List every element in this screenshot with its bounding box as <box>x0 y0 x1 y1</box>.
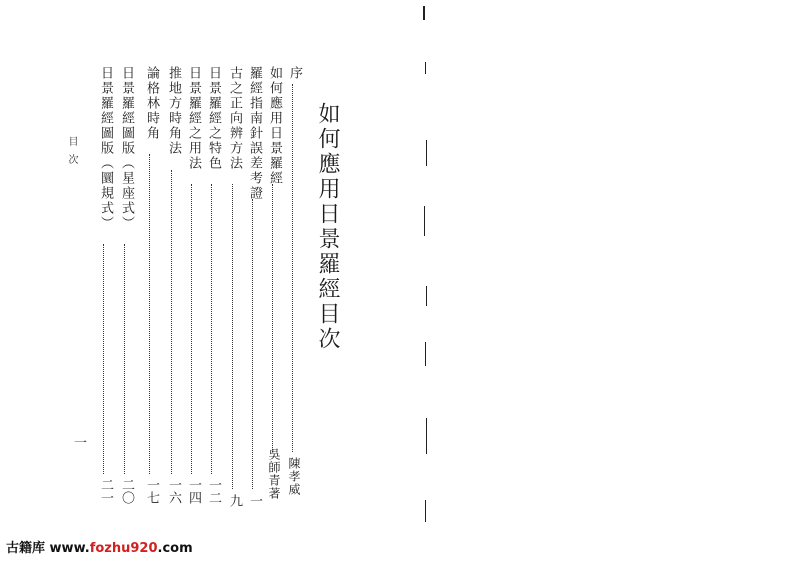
toc-entry-title: 羅經指南針誤差考證 <box>247 66 262 201</box>
toc-leader-dots <box>124 244 125 474</box>
toc-entry-page: 二一 <box>98 478 113 504</box>
toc-entry-title: 日景羅經圖版（圜規式） <box>98 66 113 231</box>
toc-entry-page: 一 <box>247 494 262 507</box>
toc-leader-dots <box>272 184 273 452</box>
toc-title: 如何應用日景羅經目次 <box>315 102 340 352</box>
toc-entry-author: 陳孝威 <box>287 457 301 496</box>
toc-entry-title: 論格林時角 <box>144 66 159 141</box>
toc-entry-author: 吳師青著 <box>267 448 281 500</box>
toc-leader-dots <box>149 154 150 474</box>
toc-leader-dots <box>191 184 192 474</box>
toc-entry-page: 二〇 <box>119 478 134 504</box>
toc-entry-page: 一六 <box>166 478 181 504</box>
watermark <box>6 537 193 556</box>
watermark-tld: .com <box>157 541 193 556</box>
toc-entry-page: 一二 <box>206 478 221 504</box>
toc-leader-dots <box>211 184 212 474</box>
toc-entry-title: 如何應用日景羅經 <box>267 66 282 186</box>
toc-entry-title: 推地方時角法 <box>166 66 181 156</box>
toc-entry-page: 一四 <box>186 478 201 504</box>
section-label: 目次 <box>66 136 77 172</box>
toc-entry-title: 古之正向辨方法 <box>227 66 242 171</box>
toc-leader-dots <box>252 199 253 489</box>
watermark-cn: 古籍库 <box>6 541 46 556</box>
toc-entry-title: 日景羅經之特色 <box>206 66 221 171</box>
watermark-www: www. <box>49 541 90 556</box>
toc-leader-dots <box>103 244 104 474</box>
toc-entry-page: 九 <box>227 494 242 507</box>
toc-entry-title: 日景羅經圖版（星座式） <box>119 66 134 231</box>
toc-leader-dots <box>232 184 233 489</box>
toc-entry-title: 序 <box>287 66 302 81</box>
watermark-domain: fozhu920 <box>89 541 158 556</box>
book-spine <box>420 0 430 561</box>
page-folio: 一 <box>74 436 88 451</box>
toc-leader-dots <box>171 170 172 474</box>
toc-entry-title: 日景羅經之用法 <box>186 66 201 171</box>
toc-leader-dots <box>292 84 293 452</box>
toc-entry-page: 一七 <box>144 478 159 504</box>
